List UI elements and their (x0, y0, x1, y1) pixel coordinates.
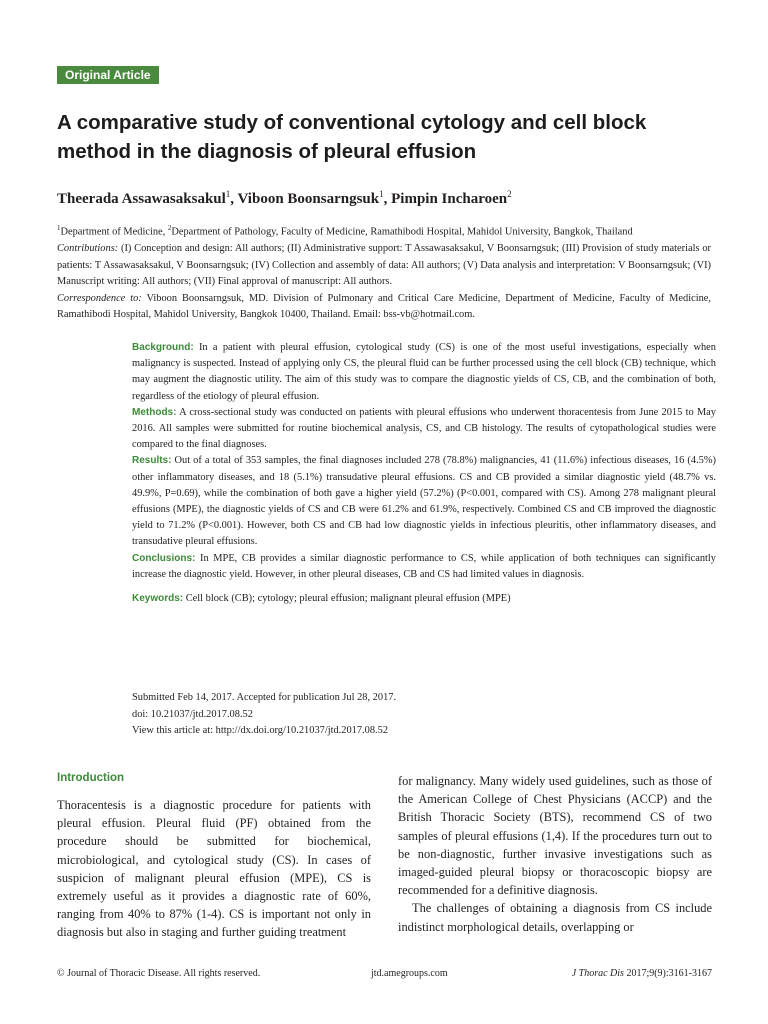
conclusions-heading: Conclusions: (132, 552, 196, 564)
contributions-label: Contributions: (57, 243, 119, 255)
intro-paragraph: for malignancy. Many widely used guidelines, such as those of the American College of Chest Physicians (ACCP) and the British Thoracic Society (BTS), recommend CS of two samples of pleural effusions (1,4). If the procedures turn out to be non-diagnostic, further invasive investigations such as imaged-guided pleural biopsy or thoracoscopic biopsy are recommended for a definitive diagnosis. (398, 774, 712, 898)
article-type-badge: Original Article (57, 66, 159, 84)
correspondence-label: Correspondence to: (57, 292, 142, 304)
background-heading: Background: (132, 342, 194, 353)
correspondence (57, 291, 711, 324)
author-name: Theerada Assawasaksakul (57, 191, 226, 207)
citation-volume: 2017;9(9):3161-3167 (623, 968, 712, 979)
submission-info (132, 690, 716, 740)
results-text: Out of a total of 353 samples, the final diagnoses included 278 (78.8%) malignancies, 41 (11.6%) infectious diseases, 16 (4.5%) other inflammatory diseases, and 18 (5.1%) transudative pleural effusions. CS and CB provided a similar diagnostic yield (48.7% vs. 49.9%, P=0.69), while the combination of both gave a higher yield (57.2%) (P<0.001, compared with CS). Among 278 malignant pleural effusions (MPE), the diagnostic yields of CS and CB were 61.2% and 61.9%, respectively. Combined CS and CB improved the diagnostic yield to 71.2% (P<0.001). However, both CS and CB had low diagnostic yields in infectious pleuritis, other inflammatory diseases, and transudative pleural effusions. (132, 455, 716, 548)
keywords-heading: Keywords: (132, 593, 184, 605)
abstract (132, 340, 716, 607)
affiliation-text: Department of Medicine, (60, 226, 168, 238)
contributions (57, 241, 711, 291)
affiliation-mark: 2 (167, 224, 172, 232)
author-affiliation-mark: 1 (379, 189, 384, 199)
body-column-right (398, 772, 712, 936)
article-title: A comparative study of conventional cytology and cell block method in the diagnosis of pleural effusion (57, 111, 647, 163)
abstract-methods (132, 405, 716, 454)
keywords-text: Cell block (CB); cytology; pleural effusion; malignant pleural effusion (MPE) (183, 593, 511, 605)
author-name: Viboon Boonsarngsuk (237, 191, 380, 207)
author-name: Pimpin Incharoen (391, 191, 508, 207)
abstract-results (132, 453, 716, 550)
affiliation-mark: 1 (57, 224, 61, 232)
body-column-left (57, 796, 371, 942)
affiliations (57, 220, 711, 241)
contributions-text: (I) Conception and design: All authors; (II) Administrative support: T Assawasaksakul, V Boonsarngsuk; (III) Provision of study materials or patients: T Assawasaksakul, V Boonsarngsuk; (IV) Collection and assembly of data: All authors; (V) Data analysis and interpretation: V Boonsarngsuk; (VI) Manuscript writing: All authors; (VII) Final approval of manuscript: All authors. (57, 243, 711, 288)
correspondence-text: Viboon Boonsarngsuk, MD. Division of Pulmonary and Critical Care Medicine, Department of Medicine, Faculty of Medicine, Ramathibodi Hospital, Mahidol University, Bangkok 10400, Thailand. Email: bss-vb@hotmail.com. (57, 292, 712, 321)
conclusions-text: In MPE, CB provides a similar diagnostic performance to CS, while application of both techniques can significantly increase the diagnostic yield. However, in other pleural diseases, CB and CS had limited values in diagnosis. (132, 552, 716, 580)
citation (572, 966, 712, 982)
journal-site: jtd.amegroups.com (371, 968, 448, 979)
affiliations-block (57, 220, 711, 324)
author-affiliation-mark: 1 (225, 189, 231, 199)
author-list: Theerada Assawasaksakul$^1$, Viboon Boonsarngsuk$^1$, Pimpin Incharoen$^2$ (57, 189, 512, 207)
author-affiliation-mark: 2 (507, 189, 512, 199)
results-heading: Results: (132, 455, 172, 467)
methods-heading: Methods: (132, 406, 177, 418)
doi: doi: 10.21037/jtd.2017.08.52 (132, 708, 253, 720)
abstract-keywords (132, 591, 716, 607)
journal-abbrev: J Thorac Dis (571, 968, 624, 979)
affiliation-text: Department of Pathology, Faculty of Medicine, Ramathibodi Hospital, Mahidol University, Bangkok, Thailand (171, 226, 633, 238)
background-text: In a patient with pleural effusion, cytological study (CS) is one of the most useful investigations, especially when malignancy is suspected. Instead of applying only CS, the pleural fluid can be further processed using the cell block (CB) technique, which may augment the diagnostic utility. The aim of this study was to compare the diagnostic yields of CS, CB, and the combination of both, regardless of the etiology of pleural effusion. (132, 342, 716, 402)
abstract-conclusions (132, 551, 716, 583)
copyright: © Journal of Thoracic Disease. All rights reserved. (57, 968, 261, 979)
introduction-heading: Introduction (57, 772, 125, 784)
intro-paragraph: Thoracentesis is a diagnostic procedure for patients with pleural effusion. Pleural fluid (PF) obtained from the procedure should be submitted for biochemical, microbiological, and cytological study (CS). In cases of suspicion of malignant pleural effusion (MPE), CS is extremely useful as it provides a diagnostic rate of 60%, ranging from 40% to 87% (1-4). CS is important not only in diagnosis but also in staging and further guiding treatment (57, 798, 371, 940)
page-footer (57, 966, 712, 982)
article-link[interactable]: View this article at: http://dx.doi.org/10.21037/jtd.2017.08.52 (132, 725, 389, 737)
abstract-background (132, 340, 716, 405)
submission-dates: Submitted Feb 14, 2017. Accepted for publication Jul 28, 2017. (132, 692, 397, 703)
methods-text: A cross-sectional study was conducted on patients with pleural effusions who underwent thoracentesis from June 2015 to May 2016. All samples were submitted for routine biochemical analysis, CS, and CB histology. The results of cytopathological studies were compared to the final diagnoses. (132, 406, 716, 451)
intro-paragraph: The challenges of obtaining a diagnosis from CS include indistinct morphological details, overlapping or (398, 901, 712, 934)
